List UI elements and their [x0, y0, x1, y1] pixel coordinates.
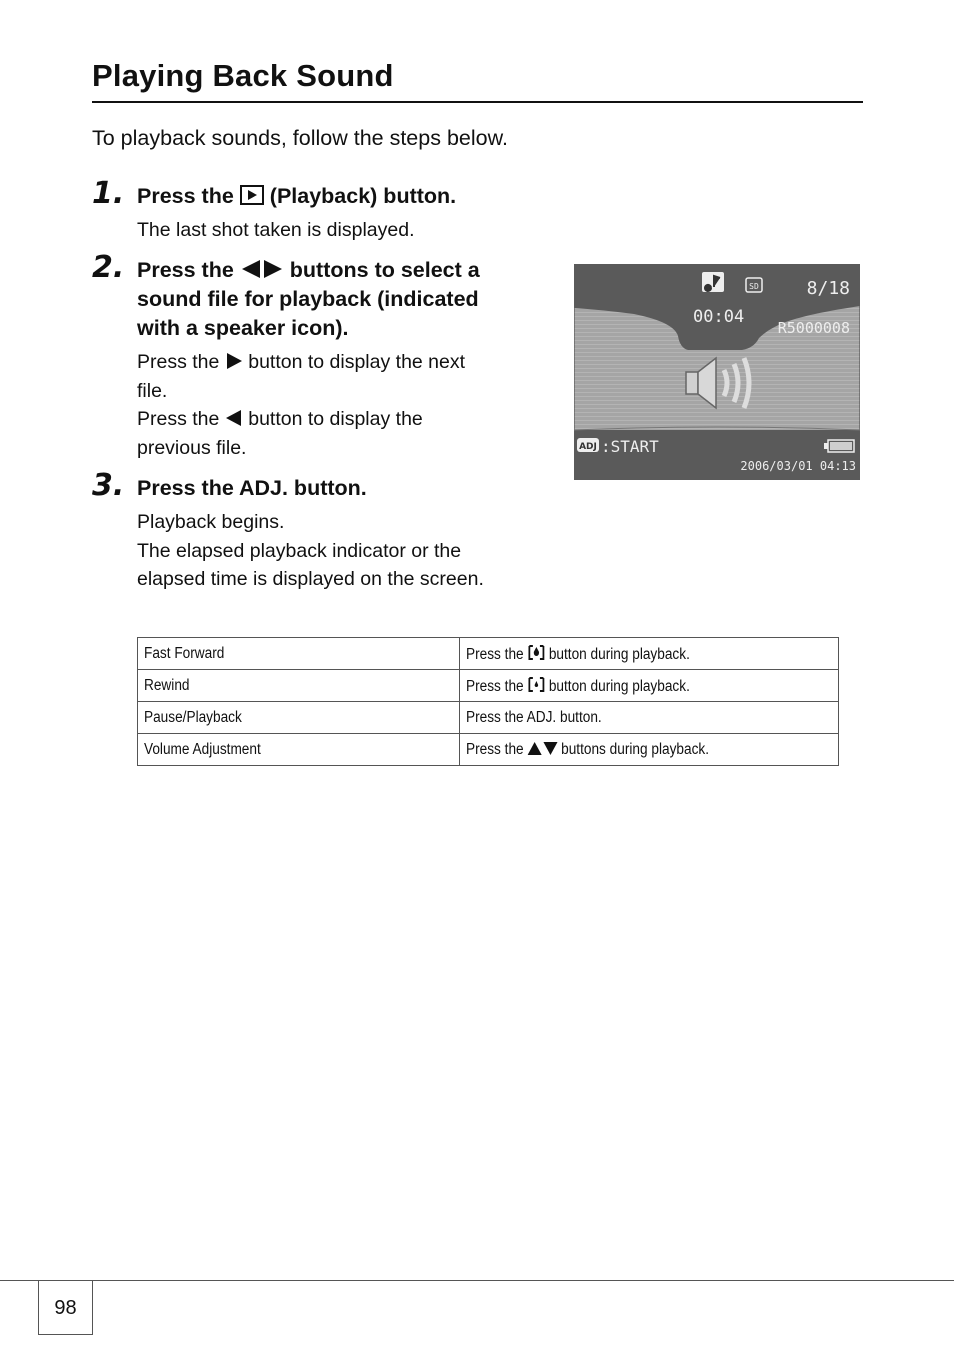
step-1-body: The last shot taken is displayed.	[137, 219, 415, 241]
step-2-body-line2: file.	[137, 379, 168, 402]
table-cell-instruction	[460, 670, 839, 702]
action-label: Fast Forward	[144, 644, 225, 662]
camera-screen-illustration	[574, 264, 860, 480]
action-label: Pause/Playback	[144, 708, 242, 726]
zoom-wide-icon	[527, 676, 545, 693]
start-label: :START	[601, 437, 659, 456]
file-counter: 8/18	[806, 278, 850, 299]
step-1-number: 1.	[92, 176, 125, 211]
table-cell-action	[138, 638, 460, 670]
table-cell-instruction	[460, 734, 839, 766]
action-label: Volume Adjustment	[144, 740, 261, 758]
step-2-body-line4: previous file.	[137, 436, 247, 459]
right-arrow-icon	[225, 352, 243, 370]
table-row	[138, 638, 839, 670]
footer-divider	[0, 1280, 954, 1281]
title-divider	[92, 101, 863, 103]
zoom-tele-icon	[527, 644, 545, 661]
step-3-body	[137, 508, 484, 594]
step-3-body-line1: Playback begins.	[137, 511, 285, 533]
step-3-body-line3: elapsed time is displayed on the screen.	[137, 568, 484, 590]
step-2-heading	[137, 256, 480, 343]
table-cell-action	[138, 702, 460, 734]
instruction-pre: Press the	[466, 677, 524, 695]
step-2-body-line1-post: button to display the next	[248, 351, 466, 373]
up-down-icon	[527, 741, 557, 756]
table-cell-instruction	[460, 638, 839, 670]
instruction-post: button during playback.	[548, 645, 690, 663]
step-2-body-line3-post: button to display the	[248, 408, 423, 430]
step-2-heading-pre: Press the	[137, 258, 234, 282]
music-note-icon	[702, 272, 724, 292]
step-2-heading-line3: with a speaker icon).	[137, 316, 349, 340]
step-2-body	[137, 348, 465, 462]
step-2-number: 2.	[92, 250, 125, 285]
step-2-body-line3-pre: Press the	[137, 408, 220, 430]
sd-card-label: SD	[749, 282, 759, 291]
intro-text: To playback sounds, follow the steps below.	[92, 126, 508, 150]
table-cell-action	[138, 734, 460, 766]
playback-icon	[240, 185, 264, 205]
action-label: Rewind	[144, 676, 190, 694]
left-arrow-icon	[225, 409, 243, 427]
date-time: 2006/03/01 04:13	[740, 459, 856, 473]
elapsed-time: 00:04	[693, 307, 745, 327]
instruction-post: button during playback.	[548, 677, 690, 695]
table-row	[138, 702, 839, 734]
left-right-arrows-icon	[240, 259, 284, 279]
instruction-post: buttons during playback.	[561, 740, 710, 758]
table-cell-instruction	[460, 702, 839, 734]
step-1-heading	[137, 182, 456, 211]
page-number: 98	[38, 1281, 93, 1335]
adj-button-icon	[577, 438, 599, 452]
file-name: R5000008	[777, 319, 850, 337]
step-1-heading-pre: Press the	[137, 184, 234, 208]
page-title: Playing Back Sound	[92, 58, 394, 93]
step-1-heading-post: (Playback) button.	[269, 184, 457, 208]
step-3-body-line2: The elapsed playback indicator or the	[137, 539, 462, 562]
table-cell-action	[138, 670, 460, 702]
step-3-number: 3.	[92, 468, 125, 503]
instruction-pre: Press the	[466, 740, 524, 758]
table-row	[138, 670, 839, 702]
adj-label: ADJ	[579, 442, 597, 452]
operations-table	[137, 637, 839, 766]
step-2-heading-line2: sound file for playback (indicated	[137, 287, 479, 311]
step-3-heading: Press the ADJ. button.	[137, 476, 367, 500]
instruction-pre: Press the	[466, 645, 524, 663]
instruction-text: Press the ADJ. button.	[466, 708, 602, 726]
table-row	[138, 734, 839, 766]
step-2-body-line1-pre: Press the	[137, 351, 220, 373]
step-2-heading-line1-post: buttons to select a	[289, 258, 480, 282]
